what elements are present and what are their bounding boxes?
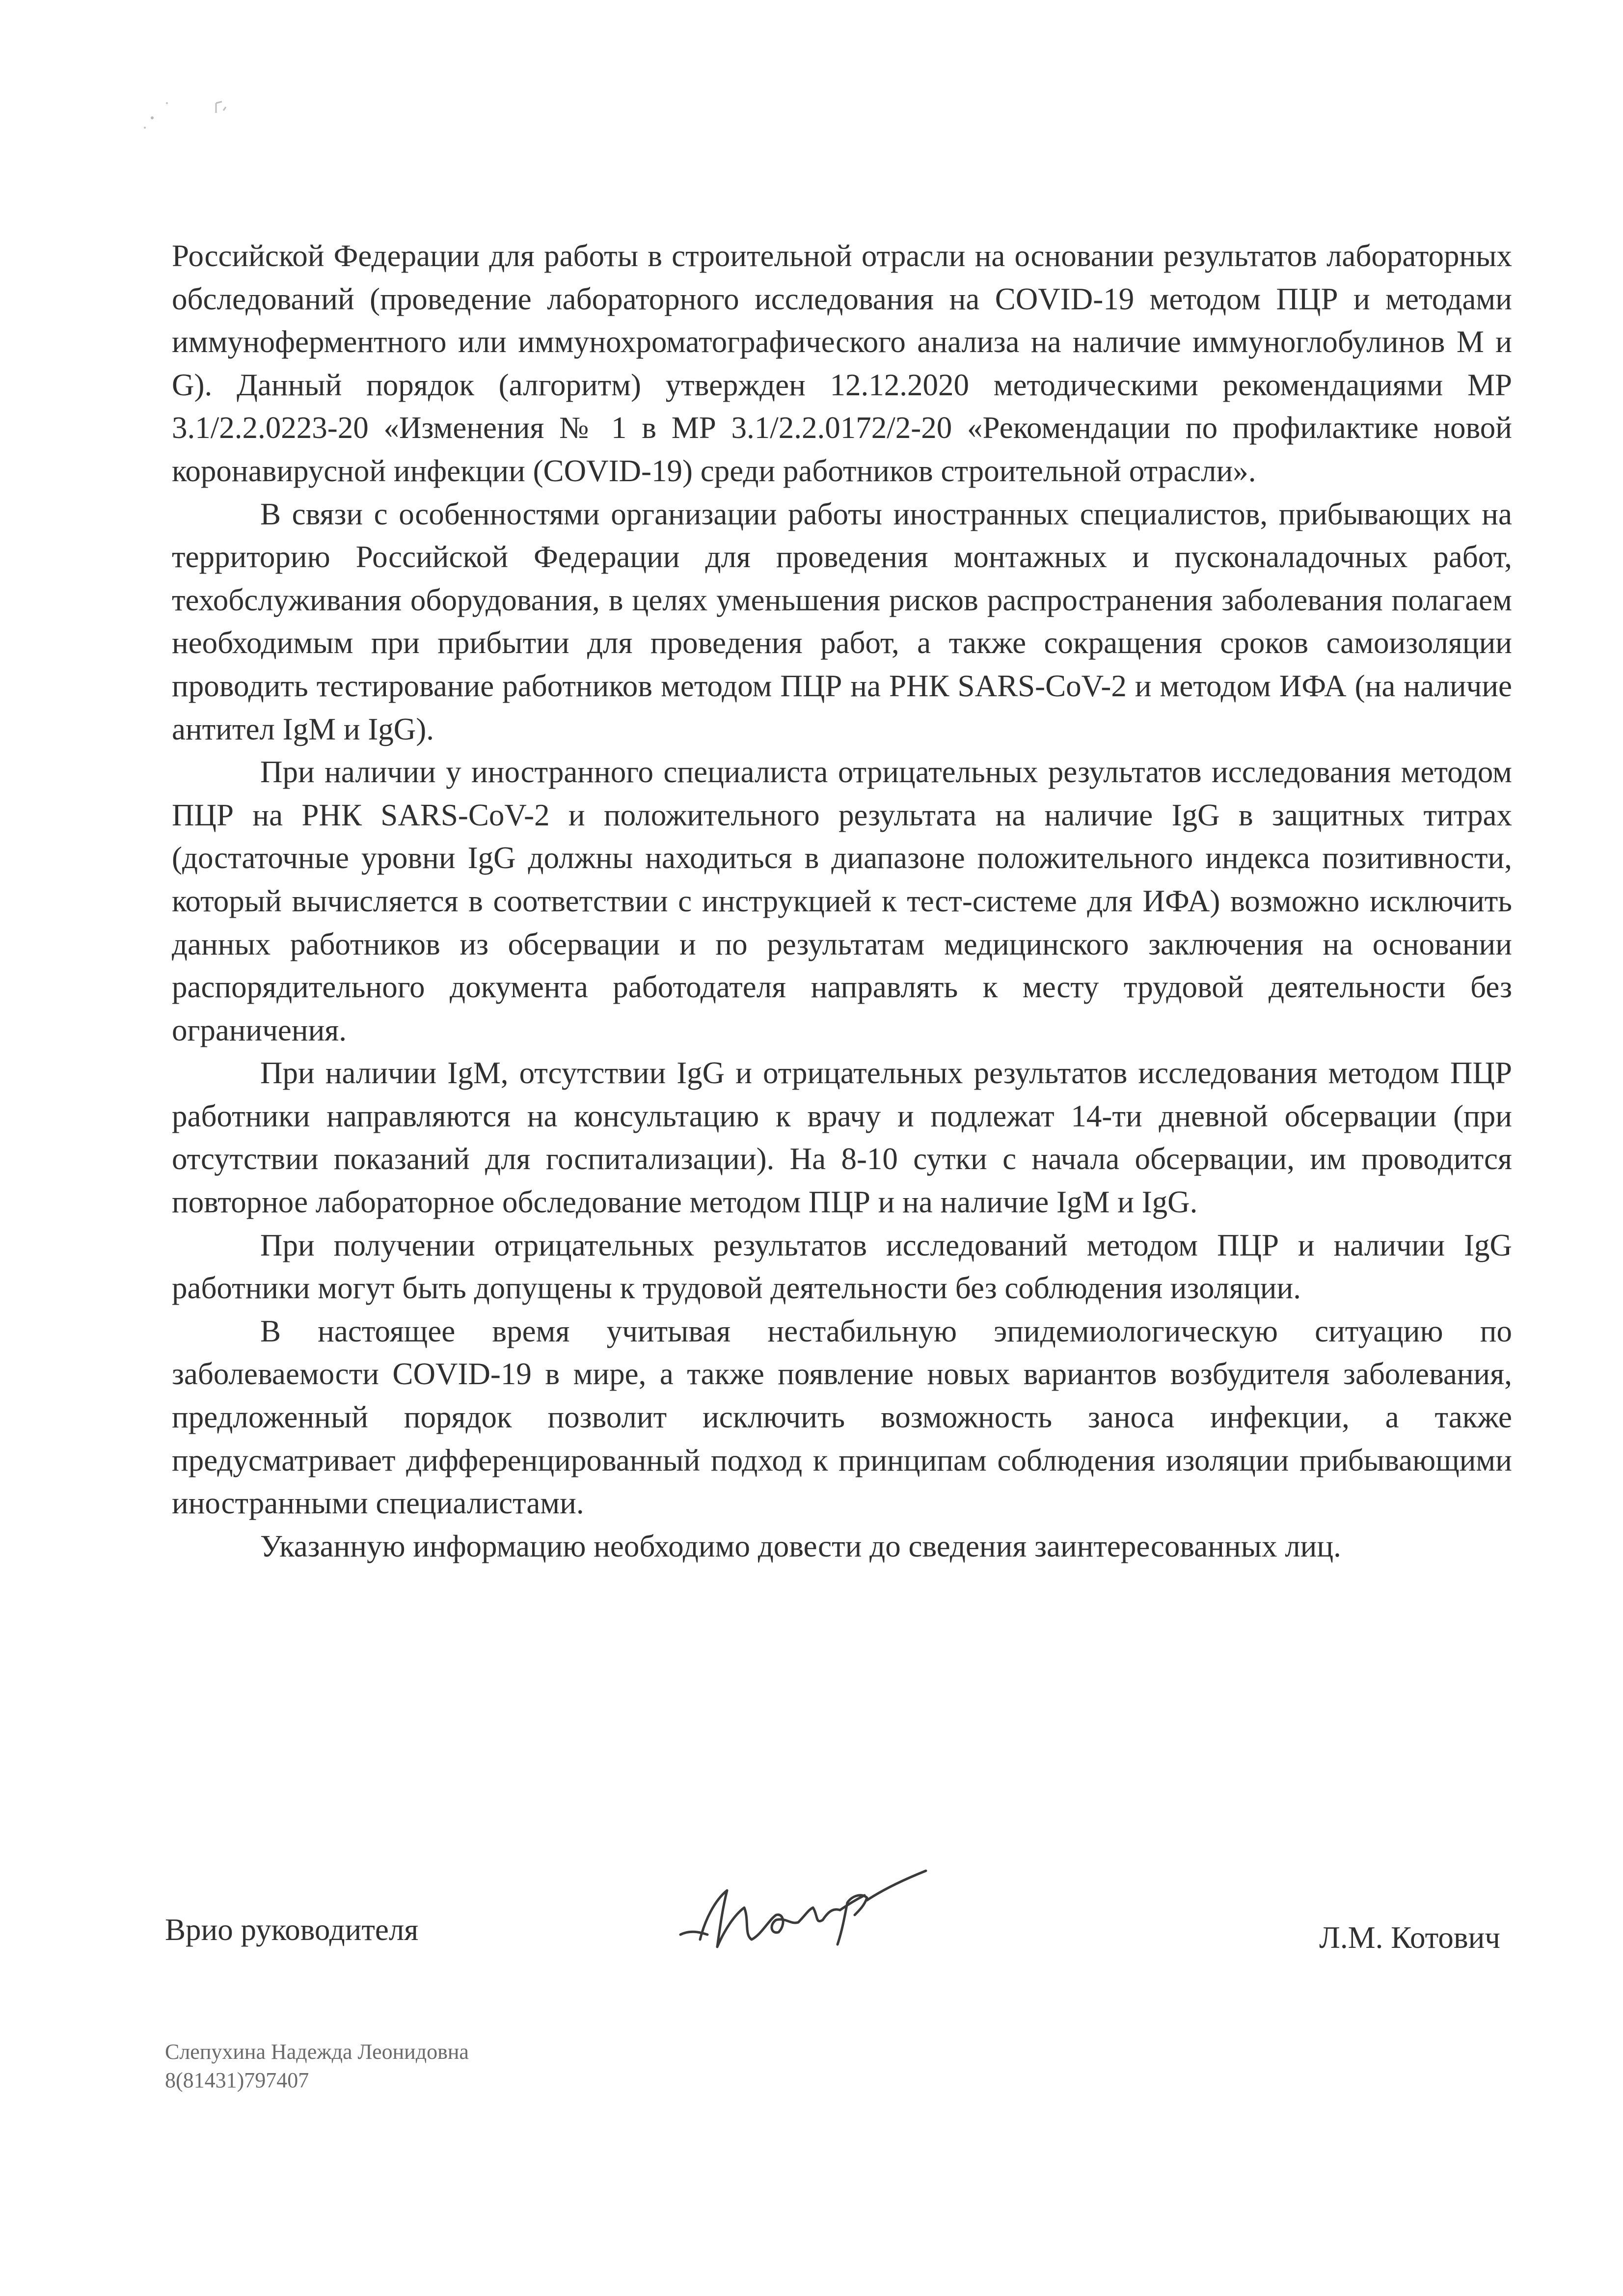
scan-marks	[142, 88, 250, 137]
contact-phone: 8(81431)797407	[165, 2068, 309, 2092]
handwritten-signature-icon	[671, 1861, 975, 1974]
paragraph: В связи с особенностями организации работы иностранных специалистов, прибывающих на территорию Российской Федерации для проведения монтажных и пусконаладочных работ, техобслуживания оборудования, в целях уменьшения рисков распространения заболевания полагаем необходимым при прибытии для проведения работ, а также сокращения сроков самоизоляции проводить тестирование работников методом ПЦР на РНК SARS-CoV-2 и методом ИФА (на наличие антител IgM и IgG).	[172, 496, 1512, 746]
signature-block	[165, 1886, 1500, 2013]
paragraph: Указанную информацию необходимо довести до сведения заинтересованных лиц.	[260, 1529, 1341, 1563]
contact-person: Слепухина Надежда Леонидовна	[165, 2040, 469, 2064]
paragraph: Российской Федерации для работы в строительной отрасли на основании результатов лабораторных обследований (проведение лабораторного исследования на COVID-19 методом ПЦР и методами иммуноферментного или иммунохроматографического анализа на наличие иммуноглобулинов М и G). Данный порядок (алгоритм) утвержден 12.12.2020 методическими рекомендациями МР 3.1/2.2.0223-20 «Изменения № 1 в МР 3.1/2.2.0172/2-20 «Рекомендации по профилактике новой коронавирусной инфекции (COVID-19) среди работников строительной отрасли».	[172, 239, 1512, 488]
paragraph: При наличии IgM, отсутствии IgG и отрицательных результатов исследования методом ПЦР работники направляются на консультацию к врачу и подлежат 14-ти дневной обсервации (при отсутствии показаний для госпитализации). На 8-10 сутки с начала обсервации, им проводится повторное лабораторное обследование методом ПЦР и на наличие IgM и IgG.	[172, 1056, 1512, 1220]
signatory-position: Врио руководителя	[165, 1913, 419, 1947]
paragraph: В настоящее время учитывая нестабильную эпидемиологическую ситуацию по заболеваемости COVID-19 в мире, а также появление новых вариантов возбудителя заболевания, предложенный порядок позволит исключить возможность заноса инфекции, а также предусматривает дифференцированный подход к принципам соблюдения изоляции прибывающими иностранными специалистами.	[172, 1313, 1512, 1521]
signatory-name: Л.М. Котович	[1319, 1920, 1500, 1955]
letter-body	[172, 235, 1512, 1568]
paragraph: При наличии у иностранного специалиста отрицательных результатов исследования методом ПЦР на РНК SARS-CoV-2 и положительного результата на наличие IgG в защитных титрах (достаточные уровни IgG должны находиться в диапазоне положительного индекса позитивности, который вычисляется в соответствии с инструкцией к тест-системе для ИФА) возможно исключить данных работников из обсервации и по результатам медицинского заключения на основании распорядительного документа работодателя направлять к месту трудовой деятельности без ограничения.	[172, 755, 1512, 1047]
contact-block	[165, 2038, 469, 2095]
paragraph: При получении отрицательных результатов исследований методом ПЦР и наличии IgG работники могут быть допущены к трудовой деятельности без соблюдения изоляции.	[172, 1228, 1512, 1306]
scan-speck-icon	[142, 88, 250, 133]
